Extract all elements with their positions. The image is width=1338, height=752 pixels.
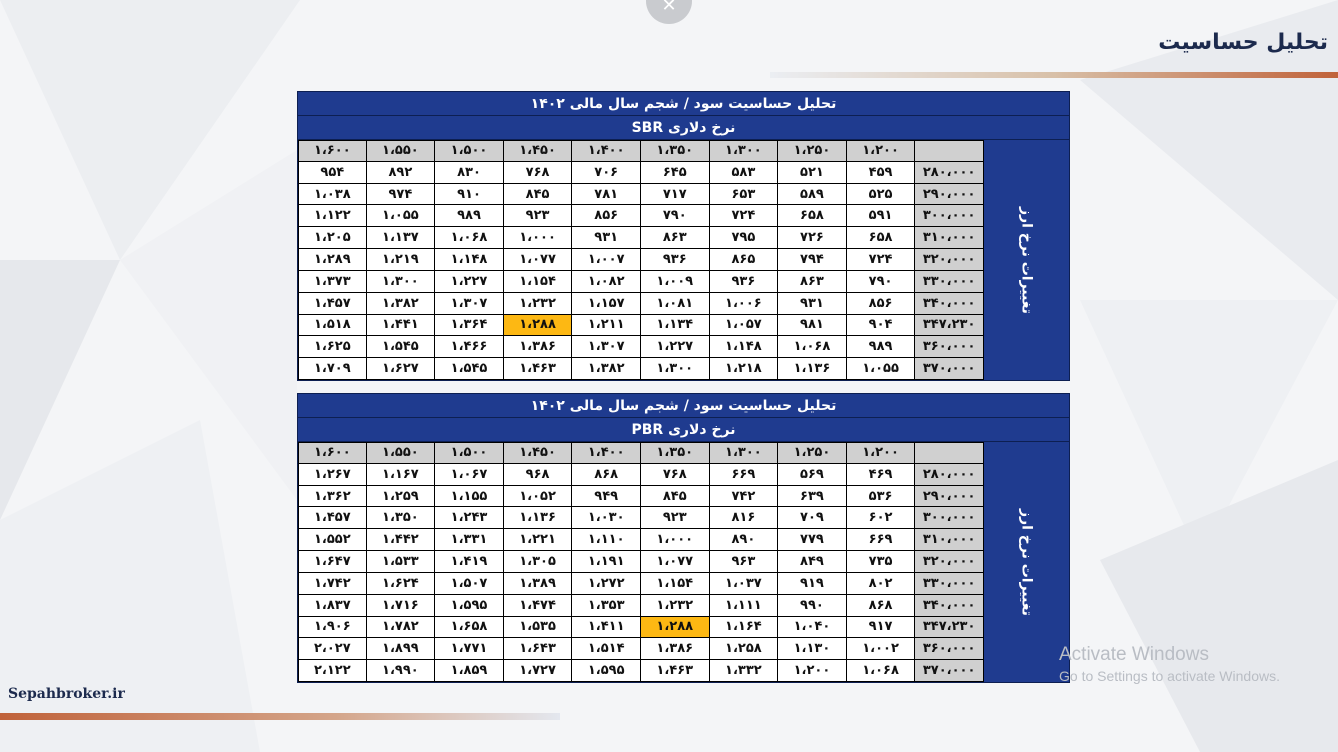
slide-title: تحلیل حساسیت bbox=[1158, 30, 1328, 55]
table-cell: ۱،۱۹۱ bbox=[572, 551, 641, 573]
table-grid bbox=[298, 442, 984, 682]
table-cell: ۱،۴۶۶ bbox=[435, 336, 504, 358]
column-header: ۱،۳۵۰ bbox=[641, 140, 710, 162]
table-cell: ۱،۷۸۲ bbox=[367, 617, 436, 639]
table-cell: ۱،۰۶۸ bbox=[435, 227, 504, 249]
column-header: ۱،۳۰۰ bbox=[710, 140, 779, 162]
table-cell: ۱،۴۷۴ bbox=[504, 595, 573, 617]
table-cell: ۱،۱۳۰ bbox=[778, 638, 847, 660]
row-header: ۳۱۰،۰۰۰ bbox=[915, 529, 984, 551]
row-header: ۳۰۰،۰۰۰ bbox=[915, 507, 984, 529]
table-cell: ۱،۱۱۰ bbox=[572, 529, 641, 551]
table-cell: ۶۵۸ bbox=[778, 205, 847, 227]
table-cell: ۱،۳۵۰ bbox=[367, 507, 436, 529]
table-cell: ۱،۴۶۳ bbox=[504, 358, 573, 380]
table-cell: ۱،۹۰۶ bbox=[298, 617, 367, 639]
header-row bbox=[298, 442, 984, 464]
table-cell: ۱،۵۱۸ bbox=[298, 315, 367, 337]
table-row bbox=[298, 271, 984, 293]
table-cell: ۱،۰۰۷ bbox=[572, 249, 641, 271]
column-header: ۱،۶۰۰ bbox=[298, 442, 367, 464]
table-cell: ۱،۲۱۸ bbox=[710, 358, 779, 380]
table-cell: ۹۱۷ bbox=[847, 617, 916, 639]
table-cell: ۱،۷۲۷ bbox=[504, 660, 573, 682]
table-cell: ۹۶۸ bbox=[504, 464, 573, 486]
row-header: ۳۷۰،۰۰۰ bbox=[915, 660, 984, 682]
column-header: ۱،۴۵۰ bbox=[504, 140, 573, 162]
table-cell: ۴۶۹ bbox=[847, 464, 916, 486]
table-cell: ۱،۳۸۶ bbox=[641, 638, 710, 660]
sensitivity-table-sbr bbox=[297, 91, 1070, 381]
row-header: ۳۴۷،۲۳۰ bbox=[915, 315, 984, 337]
row-header: ۳۴۰،۰۰۰ bbox=[915, 293, 984, 315]
table-cell: ۱،۲۴۳ bbox=[435, 507, 504, 529]
table-cell: ۱،۵۳۳ bbox=[367, 551, 436, 573]
table-cell: ۱،۲۲۷ bbox=[435, 271, 504, 293]
row-header: ۳۳۰،۰۰۰ bbox=[915, 271, 984, 293]
table-cell: ۱،۰۷۷ bbox=[641, 551, 710, 573]
row-header: ۳۶۰،۰۰۰ bbox=[915, 638, 984, 660]
table-cell: ۱،۶۲۴ bbox=[367, 573, 436, 595]
table-cell: ۱،۲۷۲ bbox=[572, 573, 641, 595]
column-header: ۱،۴۵۰ bbox=[504, 442, 573, 464]
table-cell: ۵۹۱ bbox=[847, 205, 916, 227]
table-cell: ۷۱۷ bbox=[641, 184, 710, 206]
table-cell: ۱،۵۵۲ bbox=[298, 529, 367, 551]
table-cell: ۹۵۴ bbox=[298, 162, 367, 184]
table-cell: ۱،۱۳۴ bbox=[641, 315, 710, 337]
table-cell: ۲،۰۲۷ bbox=[298, 638, 367, 660]
table-cell: ۱،۲۵۹ bbox=[367, 486, 436, 508]
table-cell: ۱،۶۴۳ bbox=[504, 638, 573, 660]
table-cell: ۸۶۳ bbox=[641, 227, 710, 249]
table-title: تحلیل حساسیت سود / شجم سال مالی ۱۴۰۲ bbox=[298, 92, 1069, 116]
table-cell: ۱،۱۳۷ bbox=[367, 227, 436, 249]
table-row bbox=[298, 507, 984, 529]
title-underline bbox=[770, 72, 1338, 78]
side-label-text: تغییرات نرخ ارز bbox=[1018, 508, 1035, 616]
table-cell: ۱،۳۵۳ bbox=[572, 595, 641, 617]
row-header: ۲۹۰،۰۰۰ bbox=[915, 184, 984, 206]
row-header: ۳۴۰،۰۰۰ bbox=[915, 595, 984, 617]
table-cell: ۱،۱۳۶ bbox=[504, 507, 573, 529]
row-header: ۳۴۷،۲۳۰ bbox=[915, 617, 984, 639]
highlighted-cell: ۱،۲۸۸ bbox=[641, 617, 710, 639]
footer-bar bbox=[0, 713, 560, 720]
table-cell: ۱،۰۶۷ bbox=[435, 464, 504, 486]
table-cell: ۵۸۳ bbox=[710, 162, 779, 184]
table-cell: ۸۶۳ bbox=[778, 271, 847, 293]
table-cell: ۱،۸۹۹ bbox=[367, 638, 436, 660]
table-cell: ۱،۴۴۲ bbox=[367, 529, 436, 551]
table-cell: ۵۲۵ bbox=[847, 184, 916, 206]
table-cell: ۶۶۹ bbox=[710, 464, 779, 486]
table-cell: ۱،۰۰۰ bbox=[504, 227, 573, 249]
brand-text[interactable]: Sepahbroker.ir bbox=[8, 686, 125, 702]
row-header: ۳۱۰،۰۰۰ bbox=[915, 227, 984, 249]
table-cell: ۱،۳۰۰ bbox=[641, 358, 710, 380]
table-row bbox=[298, 315, 984, 337]
table-title: تحلیل حساسیت سود / شجم سال مالی ۱۴۰۲ bbox=[298, 394, 1069, 418]
table-cell: ۹۴۹ bbox=[572, 486, 641, 508]
table-cell: ۸۳۰ bbox=[435, 162, 504, 184]
row-header: ۲۸۰،۰۰۰ bbox=[915, 464, 984, 486]
table-cell: ۸۱۶ bbox=[710, 507, 779, 529]
activation-watermark bbox=[1059, 644, 1280, 684]
table-cell: ۶۵۳ bbox=[710, 184, 779, 206]
table-cell: ۱،۶۵۸ bbox=[435, 617, 504, 639]
row-header: ۲۸۰،۰۰۰ bbox=[915, 162, 984, 184]
table-cell: ۱،۱۶۷ bbox=[367, 464, 436, 486]
table-cell: ۵۳۶ bbox=[847, 486, 916, 508]
table-cell: ۷۶۸ bbox=[504, 162, 573, 184]
table-cell: ۱،۷۴۲ bbox=[298, 573, 367, 595]
table-cell: ۱،۸۳۷ bbox=[298, 595, 367, 617]
table-cell: ۱،۰۰۰ bbox=[641, 529, 710, 551]
table-cell: ۸۴۵ bbox=[504, 184, 573, 206]
column-header: ۱،۵۵۰ bbox=[367, 442, 436, 464]
header-row bbox=[298, 140, 984, 162]
table-cell: ۱،۰۸۱ bbox=[641, 293, 710, 315]
table-cell: ۱،۳۰۵ bbox=[504, 551, 573, 573]
table-cell: ۵۸۹ bbox=[778, 184, 847, 206]
table-cell: ۱،۱۲۲ bbox=[298, 205, 367, 227]
table-cell: ۷۹۴ bbox=[778, 249, 847, 271]
table-cell: ۱،۰۳۷ bbox=[710, 573, 779, 595]
table-row bbox=[298, 358, 984, 380]
table-cell: ۱،۴۱۱ bbox=[572, 617, 641, 639]
table-cell: ۱،۲۲۱ bbox=[504, 529, 573, 551]
table-cell: ۷۲۴ bbox=[710, 205, 779, 227]
table-cell: ۱،۰۳۸ bbox=[298, 184, 367, 206]
table-cell: ۱،۲۰۰ bbox=[778, 660, 847, 682]
table-cell: ۹۸۹ bbox=[847, 336, 916, 358]
table-cell: ۱،۳۰۷ bbox=[572, 336, 641, 358]
column-header: ۱،۳۵۰ bbox=[641, 442, 710, 464]
table-cell: ۷۰۹ bbox=[778, 507, 847, 529]
table-row bbox=[298, 595, 984, 617]
table-body bbox=[298, 442, 1069, 682]
table-cell: ۱،۳۳۱ bbox=[435, 529, 504, 551]
table-cell: ۸۹۰ bbox=[710, 529, 779, 551]
table-cell: ۱،۲۱۹ bbox=[367, 249, 436, 271]
column-header: ۱،۳۰۰ bbox=[710, 442, 779, 464]
table-cell: ۸۰۲ bbox=[847, 573, 916, 595]
table-cell: ۷۰۶ bbox=[572, 162, 641, 184]
table-cell: ۱،۱۵۷ bbox=[572, 293, 641, 315]
table-cell: ۱،۲۲۷ bbox=[641, 336, 710, 358]
table-row bbox=[298, 336, 984, 358]
table-cell: ۲،۱۲۲ bbox=[298, 660, 367, 682]
side-label bbox=[984, 442, 1069, 682]
table-subtitle: نرخ دلاری PBR bbox=[298, 418, 1069, 442]
table-cell: ۷۴۲ bbox=[710, 486, 779, 508]
table-cell: ۹۳۱ bbox=[572, 227, 641, 249]
table-cell: ۱،۳۸۹ bbox=[504, 573, 573, 595]
table-row bbox=[298, 205, 984, 227]
table-cell: ۹۳۱ bbox=[778, 293, 847, 315]
table-cell: ۱،۰۵۲ bbox=[504, 486, 573, 508]
table-cell: ۱،۷۰۹ bbox=[298, 358, 367, 380]
table-cell: ۱،۰۷۷ bbox=[504, 249, 573, 271]
column-header: ۱،۵۰۰ bbox=[435, 442, 504, 464]
column-header: ۱،۵۰۰ bbox=[435, 140, 504, 162]
column-header: ۱،۴۰۰ bbox=[572, 442, 641, 464]
table-cell: ۱،۵۹۵ bbox=[572, 660, 641, 682]
column-header: ۱،۲۰۰ bbox=[847, 442, 916, 464]
column-header: ۱،۵۵۰ bbox=[367, 140, 436, 162]
watermark-line1: Activate Windows bbox=[1059, 644, 1209, 665]
table-cell: ۶۳۹ bbox=[778, 486, 847, 508]
table-cell: ۱،۰۴۰ bbox=[778, 617, 847, 639]
table-cell: ۹۶۳ bbox=[710, 551, 779, 573]
table-cell: ۱،۰۵۵ bbox=[847, 358, 916, 380]
table-subtitle: نرخ دلاری SBR bbox=[298, 116, 1069, 140]
corner-cell bbox=[915, 442, 984, 464]
table-row bbox=[298, 227, 984, 249]
table-cell: ۱،۴۱۹ bbox=[435, 551, 504, 573]
side-label bbox=[984, 140, 1069, 380]
table-cell: ۵۶۹ bbox=[778, 464, 847, 486]
table-cell: ۱،۳۸۲ bbox=[367, 293, 436, 315]
table-cell: ۱،۰۵۵ bbox=[367, 205, 436, 227]
column-header: ۱،۶۰۰ bbox=[298, 140, 367, 162]
table-cell: ۹۸۹ bbox=[435, 205, 504, 227]
table-cell: ۷۲۴ bbox=[847, 249, 916, 271]
table-cell: ۱،۷۱۶ bbox=[367, 595, 436, 617]
table-cell: ۸۴۵ bbox=[641, 486, 710, 508]
column-header: ۱،۲۵۰ bbox=[778, 140, 847, 162]
highlighted-cell: ۱،۲۸۸ bbox=[504, 315, 573, 337]
table-cell: ۱،۴۴۱ bbox=[367, 315, 436, 337]
table-row bbox=[298, 249, 984, 271]
table-cell: ۶۶۹ bbox=[847, 529, 916, 551]
table-cell: ۱،۹۹۰ bbox=[367, 660, 436, 682]
table-cell: ۹۹۰ bbox=[778, 595, 847, 617]
table-cell: ۷۳۵ bbox=[847, 551, 916, 573]
table-cell: ۱،۴۵۷ bbox=[298, 293, 367, 315]
table-cell: ۸۶۸ bbox=[847, 595, 916, 617]
table-cell: ۵۲۱ bbox=[778, 162, 847, 184]
table-grid bbox=[298, 140, 984, 380]
table-cell: ۱،۲۰۵ bbox=[298, 227, 367, 249]
sensitivity-table-pbr bbox=[297, 393, 1070, 683]
row-header: ۲۹۰،۰۰۰ bbox=[915, 486, 984, 508]
table-row bbox=[298, 617, 984, 639]
table-cell: ۹۳۶ bbox=[641, 249, 710, 271]
table-cell: ۱،۱۱۱ bbox=[710, 595, 779, 617]
table-cell: ۱،۰۳۰ bbox=[572, 507, 641, 529]
table-cell: ۱،۴۶۳ bbox=[641, 660, 710, 682]
table-cell: ۱،۱۵۴ bbox=[504, 271, 573, 293]
table-cell: ۹۱۰ bbox=[435, 184, 504, 206]
close-icon: ✕ bbox=[661, 0, 677, 16]
table-cell: ۷۲۶ bbox=[778, 227, 847, 249]
table-cell: ۱،۷۷۱ bbox=[435, 638, 504, 660]
table-cell: ۷۶۸ bbox=[641, 464, 710, 486]
table-cell: ۱،۰۰۹ bbox=[641, 271, 710, 293]
watermark-line2: Go to Settings to activate Windows. bbox=[1059, 668, 1280, 684]
table-cell: ۱،۲۵۸ bbox=[710, 638, 779, 660]
table-cell: ۱،۱۵۴ bbox=[641, 573, 710, 595]
table-cell: ۹۷۴ bbox=[367, 184, 436, 206]
table-cell: ۶۰۲ bbox=[847, 507, 916, 529]
table-cell: ۱،۱۴۸ bbox=[435, 249, 504, 271]
table-cell: ۱،۲۳۲ bbox=[504, 293, 573, 315]
table-cell: ۹۰۴ bbox=[847, 315, 916, 337]
table-cell: ۶۴۵ bbox=[641, 162, 710, 184]
table-row bbox=[298, 293, 984, 315]
table-cell: ۷۹۵ bbox=[710, 227, 779, 249]
table-row bbox=[298, 162, 984, 184]
row-header: ۳۳۰،۰۰۰ bbox=[915, 573, 984, 595]
table-row bbox=[298, 184, 984, 206]
table-row bbox=[298, 551, 984, 573]
table-cell: ۱،۰۵۷ bbox=[710, 315, 779, 337]
table-cell: ۱،۲۶۷ bbox=[298, 464, 367, 486]
table-cell: ۱،۶۴۷ bbox=[298, 551, 367, 573]
column-header: ۱،۲۵۰ bbox=[778, 442, 847, 464]
table-cell: ۱،۱۶۴ bbox=[710, 617, 779, 639]
table-cell: ۱،۵۴۵ bbox=[435, 358, 504, 380]
side-label-text: تغییرات نرخ ارز bbox=[1018, 206, 1035, 314]
table-cell: ۱،۰۸۲ bbox=[572, 271, 641, 293]
table-cell: ۱،۱۳۶ bbox=[778, 358, 847, 380]
table-cell: ۱،۵۴۵ bbox=[367, 336, 436, 358]
table-cell: ۱،۳۸۶ bbox=[504, 336, 573, 358]
table-cell: ۱،۵۳۵ bbox=[504, 617, 573, 639]
table-cell: ۱،۴۵۷ bbox=[298, 507, 367, 529]
table-cell: ۱،۳۳۲ bbox=[710, 660, 779, 682]
row-header: ۳۶۰،۰۰۰ bbox=[915, 336, 984, 358]
table-cell: ۱،۲۳۲ bbox=[641, 595, 710, 617]
table-cell: ۸۵۶ bbox=[572, 205, 641, 227]
row-header: ۳۷۰،۰۰۰ bbox=[915, 358, 984, 380]
table-body bbox=[298, 140, 1069, 380]
table-cell: ۱،۰۰۶ bbox=[710, 293, 779, 315]
table-cell: ۱،۸۵۹ bbox=[435, 660, 504, 682]
table-cell: ۹۲۳ bbox=[504, 205, 573, 227]
table-cell: ۱،۳۶۲ bbox=[298, 486, 367, 508]
table-row bbox=[298, 660, 984, 682]
column-header: ۱،۲۰۰ bbox=[847, 140, 916, 162]
table-cell: ۷۹۰ bbox=[847, 271, 916, 293]
table-cell: ۱،۳۰۰ bbox=[367, 271, 436, 293]
table-row bbox=[298, 464, 984, 486]
table-row bbox=[298, 638, 984, 660]
table-cell: ۸۶۵ bbox=[710, 249, 779, 271]
table-cell: ۱،۳۸۲ bbox=[572, 358, 641, 380]
table-cell: ۴۵۹ bbox=[847, 162, 916, 184]
table-cell: ۱،۱۵۵ bbox=[435, 486, 504, 508]
table-cell: ۱،۵۰۷ bbox=[435, 573, 504, 595]
table-cell: ۷۸۱ bbox=[572, 184, 641, 206]
table-cell: ۱،۲۱۱ bbox=[572, 315, 641, 337]
table-cell: ۱،۳۶۴ bbox=[435, 315, 504, 337]
table-row bbox=[298, 573, 984, 595]
table-cell: ۸۴۹ bbox=[778, 551, 847, 573]
table-cell: ۱،۲۸۹ bbox=[298, 249, 367, 271]
table-row bbox=[298, 486, 984, 508]
table-cell: ۱،۶۲۷ bbox=[367, 358, 436, 380]
corner-cell bbox=[915, 140, 984, 162]
table-cell: ۷۹۰ bbox=[641, 205, 710, 227]
table-cell: ۹۱۹ bbox=[778, 573, 847, 595]
table-cell: ۸۹۲ bbox=[367, 162, 436, 184]
table-cell: ۱،۳۷۳ bbox=[298, 271, 367, 293]
row-header: ۳۰۰،۰۰۰ bbox=[915, 205, 984, 227]
table-row bbox=[298, 529, 984, 551]
table-cell: ۱،۵۱۴ bbox=[572, 638, 641, 660]
table-cell: ۱،۰۶۸ bbox=[847, 660, 916, 682]
table-cell: ۱،۰۶۸ bbox=[778, 336, 847, 358]
table-cell: ۱،۵۹۵ bbox=[435, 595, 504, 617]
column-header: ۱،۴۰۰ bbox=[572, 140, 641, 162]
table-cell: ۸۶۸ bbox=[572, 464, 641, 486]
table-cell: ۶۵۸ bbox=[847, 227, 916, 249]
table-cell: ۱،۳۰۷ bbox=[435, 293, 504, 315]
table-cell: ۱،۱۴۸ bbox=[710, 336, 779, 358]
row-header: ۳۲۰،۰۰۰ bbox=[915, 249, 984, 271]
table-cell: ۹۳۶ bbox=[710, 271, 779, 293]
row-header: ۳۲۰،۰۰۰ bbox=[915, 551, 984, 573]
table-cell: ۱،۶۲۵ bbox=[298, 336, 367, 358]
table-cell: ۸۵۶ bbox=[847, 293, 916, 315]
table-cell: ۱،۰۰۲ bbox=[847, 638, 916, 660]
table-cell: ۹۲۳ bbox=[641, 507, 710, 529]
table-cell: ۹۸۱ bbox=[778, 315, 847, 337]
table-cell: ۷۷۹ bbox=[778, 529, 847, 551]
